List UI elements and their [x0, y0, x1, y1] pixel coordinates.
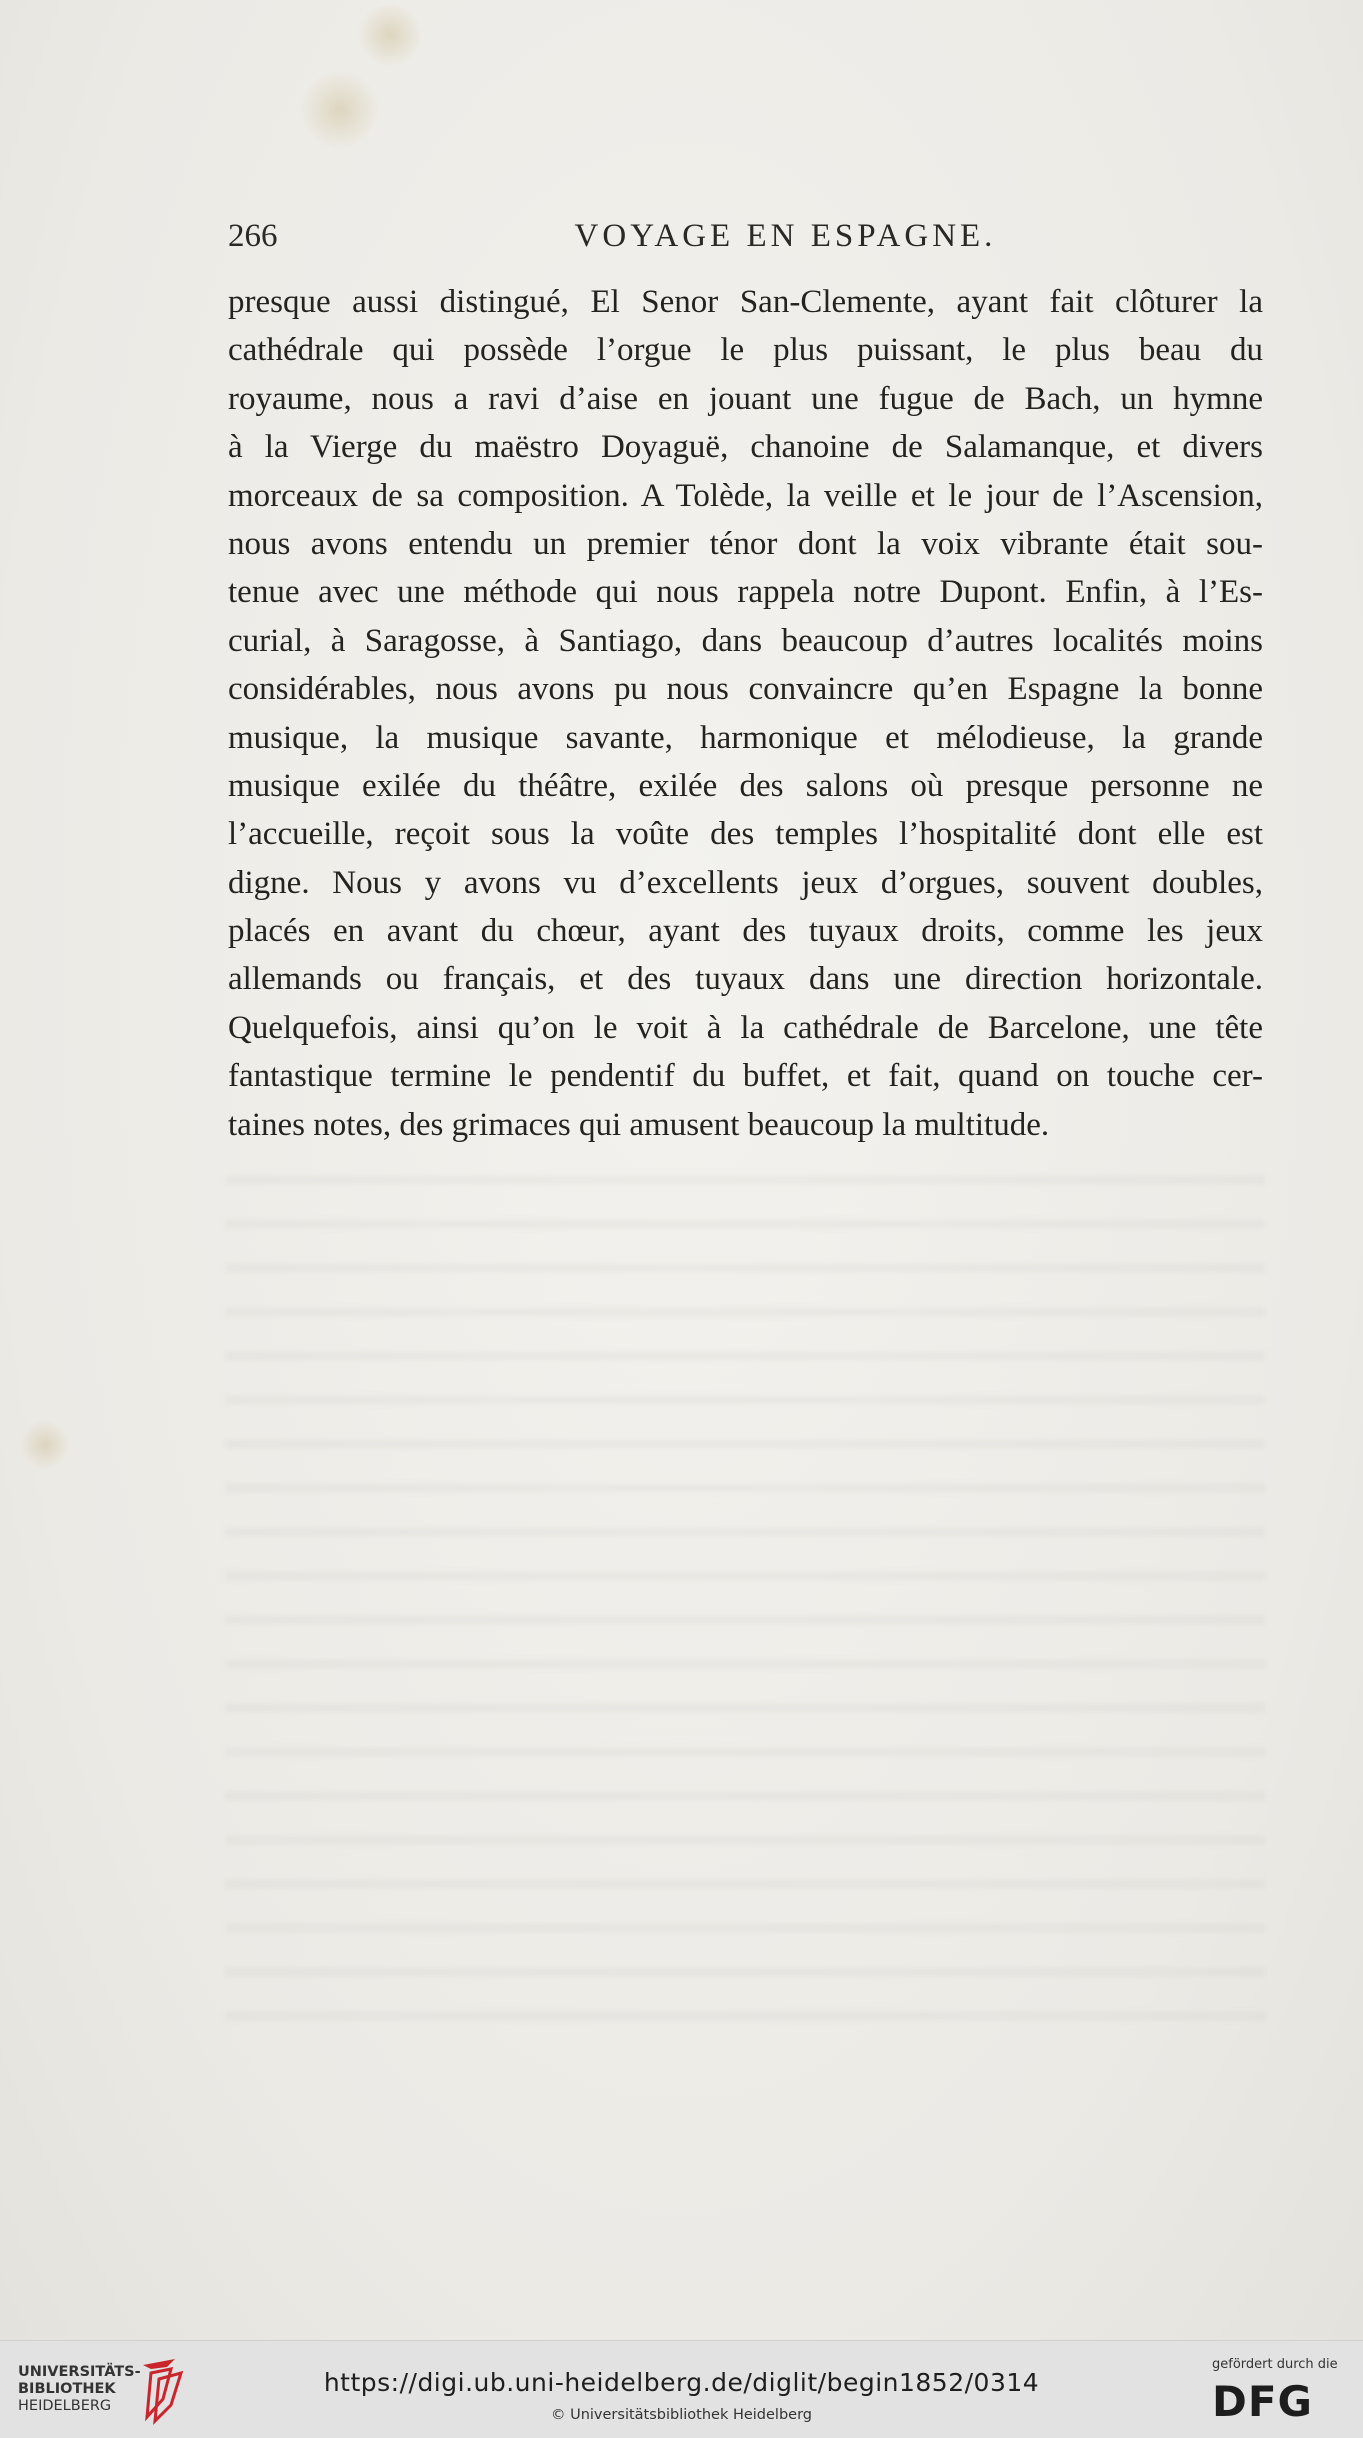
- text-line: royaume, nous a ravi d’aise en jouant une fugue de Bach, un hymne: [228, 380, 1263, 417]
- text-line: curial, à Saragosse, à Santiago, dans beaucoup d’autres localités moins: [228, 622, 1263, 659]
- text-line: musique, la musique savante, harmonique et mélodieuse, la grande: [228, 719, 1263, 756]
- paper-stain: [355, 5, 425, 65]
- text-line: musique exilée du théâtre, exilée des salons où presque personne ne: [228, 767, 1263, 804]
- text-line: Quelquefois, ainsi qu’on le voit à la cathédrale de Barcelone, une tête: [228, 1009, 1263, 1046]
- page-header: [228, 218, 1263, 262]
- page-number: 266: [228, 218, 278, 254]
- text-line: morceaux de sa composition. A Tolède, la veille et le jour de l’Ascension,: [228, 477, 1263, 514]
- copyright-notice: © Universitätsbibliothek Heidelberg: [550, 2407, 812, 2423]
- library-name-line: HEIDELBERG: [18, 2398, 112, 2414]
- body-text: [228, 278, 1263, 1149]
- text-line: placés en avant du chœur, ayant des tuyaux droits, comme les jeux: [228, 913, 1263, 950]
- text-line: digne. Nous y avons vu d’excellents jeux d’orgues, souvent doubles,: [228, 864, 1263, 901]
- text-line: nous avons entendu un premier ténor dont la voix vibrante était sou-: [228, 525, 1263, 562]
- text-line: fantastique termine le pendentif du buffet, et fait, quand on touche cer-: [228, 1058, 1263, 1095]
- viewer-footer: [0, 2340, 1363, 2438]
- paper-stain: [20, 1420, 70, 1470]
- text-line: allemands ou français, et des tuyaux dans une direction horizontale.: [228, 961, 1263, 998]
- text-line: l’accueille, reçoit sous la voûte des temples l’hospitalité dont elle est: [228, 816, 1263, 853]
- library-name-line: UNIVERSITÄTS-: [18, 2364, 141, 2380]
- library-name-line: BIBLIOTHEK: [18, 2381, 116, 2397]
- text-line: tenue avec une méthode qui nous rappela notre Dupont. Enfin, à l’Es-: [228, 574, 1263, 611]
- funding-caption: gefördert durch die: [1212, 2357, 1338, 2372]
- show-through-text: [225, 1150, 1265, 2020]
- dfg-logo[interactable]: DFG: [1212, 2377, 1314, 2426]
- text-line: taines notes, des grimaces qui amusent beaucoup la multitude.: [228, 1106, 1050, 1143]
- text-line: considérables, nous avons pu nous convaincre qu’en Espagne la bonne: [228, 671, 1263, 708]
- text-line: cathédrale qui possède l’orgue le plus puissant, le plus beau du: [228, 332, 1263, 369]
- permalink-url[interactable]: https://digi.ub.uni-heidelberg.de/diglit/begin1852/0314: [323, 2368, 1040, 2397]
- paper-stain: [300, 70, 380, 150]
- text-line: à la Vierge du maëstro Doyaguë, chanoine de Salamanque, et divers: [228, 429, 1263, 466]
- running-title: VOYAGE EN ESPAGNE.: [574, 218, 997, 254]
- text-line: presque aussi distingué, El Senor San-Clemente, ayant fait clôturer la: [228, 284, 1263, 320]
